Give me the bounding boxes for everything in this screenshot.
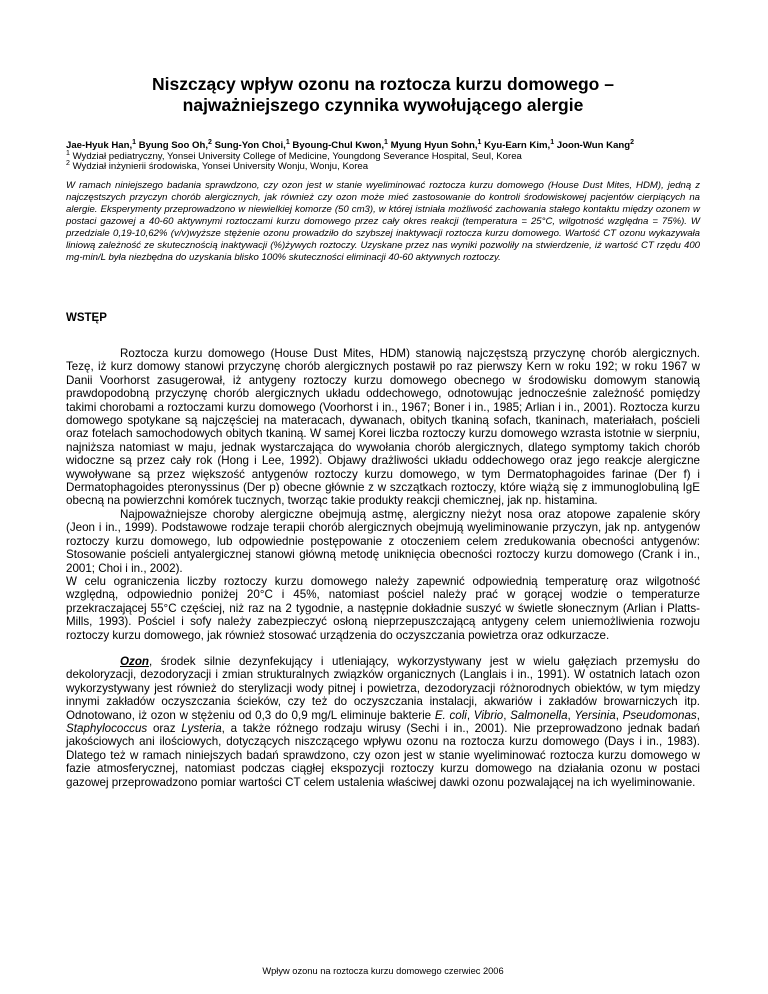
paragraph-ozon: Ozon, środek silnie dezynfekujący i utleniający, wykorzystywany jest w wielu gałęziach przemysłu do dekoloryzacji, dezodoryzacji i zmian strukturalnych związków organicznych (Langlais i in., 1991). W ostatnich latach ozon wykorzystywany jest również do sterylizacji wody pitnej i powietrza, dezodoryzacji różnorodnych obiektów, w tym między innymi zakładów oczyszczania ścieków, czy też do oczyszczania instalacji, akwariów i zakładów browarniczych itp. Odnotowano, iż ozon w stężeniu od 0,3 do 0,9 mg/L eliminuje bakterie E. coli, Vibrio, Salmonella, Yersinia, Pseudomonas, Staphylococcus oraz Lysteria, a także różnego rodzaju wirusy (Sechi i in., 2001). Nie przeprowadzono jednak badań jakościowych ani ilościowych, dotyczących niszczącego wpływu ozonu na roztocza kurzu domowego (Days i in., 1983). Dlatego też w ramach niniejszych badań sprawdzono, czy ozon jest w stanie wyeliminować roztocza kurzu domowego w fazie atmosferycznej, natomiast podczas ciągłej ekspozycji roztoczy kurzu domowego na działania ozonu w postaci gazowej przeprowadzono pomiar wartości CT celem ustalenia właściwej dawki ozonu pozwalającej na ich wyeliminowanie. (66, 654, 700, 789)
author: Sung-Yon Choi,$^1$ (214, 139, 290, 151)
section-heading: WSTĘP (66, 312, 107, 324)
page-title (66, 74, 700, 116)
title-line-1: Niszczący wpływ ozonu na roztocza kurzu domowego – (152, 74, 614, 94)
affiliation-2: $^2$ Wydział inżynierii środowiska, Yonsei University Wonju, Wonju, Korea (66, 160, 369, 172)
author: Myung Hyun Sohn,$^1$ (390, 139, 482, 151)
title-line-2: najważniejszego czynnika wywołującego alergie (182, 95, 584, 115)
paragraph: W celu ograniczenia liczby roztoczy kurzu domowego należy zapewnić odpowiednią temperaturę oraz wilgotność względną, odpowiednio poniżej 20°C i 45%, natomiast pościel należy prać w gorącej wodzie o temperaturze przekraczającej 55°C częściej, niż raz na 2 tygodnie, a następnie dokładnie suszyć w świetle słonecznym (Arlian i Platts-Mills, 1993). Pościel i sofy należy zabezpieczyć osłoną nieprzepuszczającą antygeny celem uniemożliwienia rozwoju roztoczy kurzu domowego, jak również stosować urządzenia do oczyszczania powietrza oraz odkurzacze. (66, 574, 700, 642)
paragraph: Najpoważniejsze choroby alergiczne obejmują astmę, alergiczny nieżyt nosa oraz atopowe zapalenie skóry (Jeon i in., 1999). Podstawowe rodzaje terapii chorób alergicznych obejmują wyeliminowanie przyczyn, jak np. antygenów roztoczy kurzu domowego, lub odpowiednie postępowanie z otoczeniem celem zredukowania obecności antygenów: Stosowanie pościeli antyalergicznej stanowi główną metodę uniknięcia obecności roztoczy kurzu domowego (Crank i in., 2001; Choi i in., 2002). (66, 507, 700, 575)
author: Joon-Wun Kang$^2$ (556, 139, 635, 151)
author: Byung Soo Oh,$^2$ (138, 139, 212, 151)
page-footer: Wpływ ozonu na roztocza kurzu domowego czerwiec 2006 (262, 966, 504, 976)
body-text (66, 347, 700, 789)
author: Jae-Hyuk Han,$^1$ (66, 139, 137, 151)
author: Kyu-Earn Kim,$^1$ (484, 139, 555, 151)
affiliation-1: $^1$ Wydział pediatryczny, Yonsei University College of Medicine, Youngdong Severance Hospital, Seul, Korea (66, 150, 522, 162)
author: Byoung-Chul Kwon,$^1$ (292, 139, 388, 151)
ozon-term: Ozon (120, 654, 149, 668)
paragraph: Roztocza kurzu domowego (House Dust Mites, HDM) stanowią najczęstszą przyczynę chorób alergicznych. Tezę, iż kurz domowy stanowi przyczynę chorób alergicznych postawił po raz pierwszy Kern w roku 192; w roku 1967 w Danii Voorhorst zasugerował, iż antygeny roztoczy kurzu domowego obecnego w środowisku domowym stanowią prawdopodobną przyczynę chorób alergicznych układu oddechowego, odnotowując jednocześnie zależność pomiędzy takimi chorobami a roztoczami kurzu domowego (Voorhorst i in., 1967; Boner i in., 1985; Arlian i in., 2001). Roztocza kurzu domowego spotykane są najczęściej na materacach, dywanach, obitych tkaniną sofach, tkaninach, materiałach, pościeli oraz fotelach samochodowych obitych tkaniną. W samej Korei liczba roztoczy kurzu domowego wzrasta istotnie w sierpniu, najniższa natomiast w maju, jednak wystarczająca do wywołania chorób alergicznych, dlatego symptomy takich chorób widoczne są przez cały rok (Hong i Lee, 1992). Objawy drażliwości układu oddechowego oraz jego reakcje alergiczne wywoływane są przez większość antygenów roztoczy kurzu domowego, w tym Dermatophagoides farinae (Der f) i Dermatophagoides pteronyssinus (Der p) obecne głównie z w szczątkach roztoczy, które wiążą się z immunoglobuliną IgE obecną na powierzchni komórek tucznych, tworząc takie produkty reakcji chemicznej, jak np. histamina. (66, 347, 700, 508)
abstract: W ramach niniejszego badania sprawdzono, czy ozon jest w stanie wyeliminować roztocza kurzu domowego (House Dust Mites, HDM), jedną z najczęstszych przyczyn chorób alergicznych, jak również czy ozon może mieć zastosowanie do kontroli środowiskowej pacjentów cierpiących na alergie. Eksperymenty przeprowadzono w niewielkiej komorze (50 cm3), w której istniała możliwość zachowania stałego kontaktu między ozonem w postaci gazowej a 40-60 aktywnymi roztoczami kurzu domowego przez cały okres reakcji (temperatura = 25°C, wilgotność względna = 75%). W przedziale 0,19-10,62% (v/v)wyższe stężenie ozonu prowadziło do szybszej inaktywacji roztocza kurzu domowego. Wartość CT ozonu wykazywała liniową zależność ze skutecznością inaktywacji (%)żywych roztoczy. Uzyskane przez nas wyniki pozwoliły na stwierdzenie, iż wartość CT rzędu 400 mg-min/L była niezbędna do uzyskania blisko 100% skuteczności eliminacji 40-60 aktywnych roztoczy. (66, 180, 700, 263)
